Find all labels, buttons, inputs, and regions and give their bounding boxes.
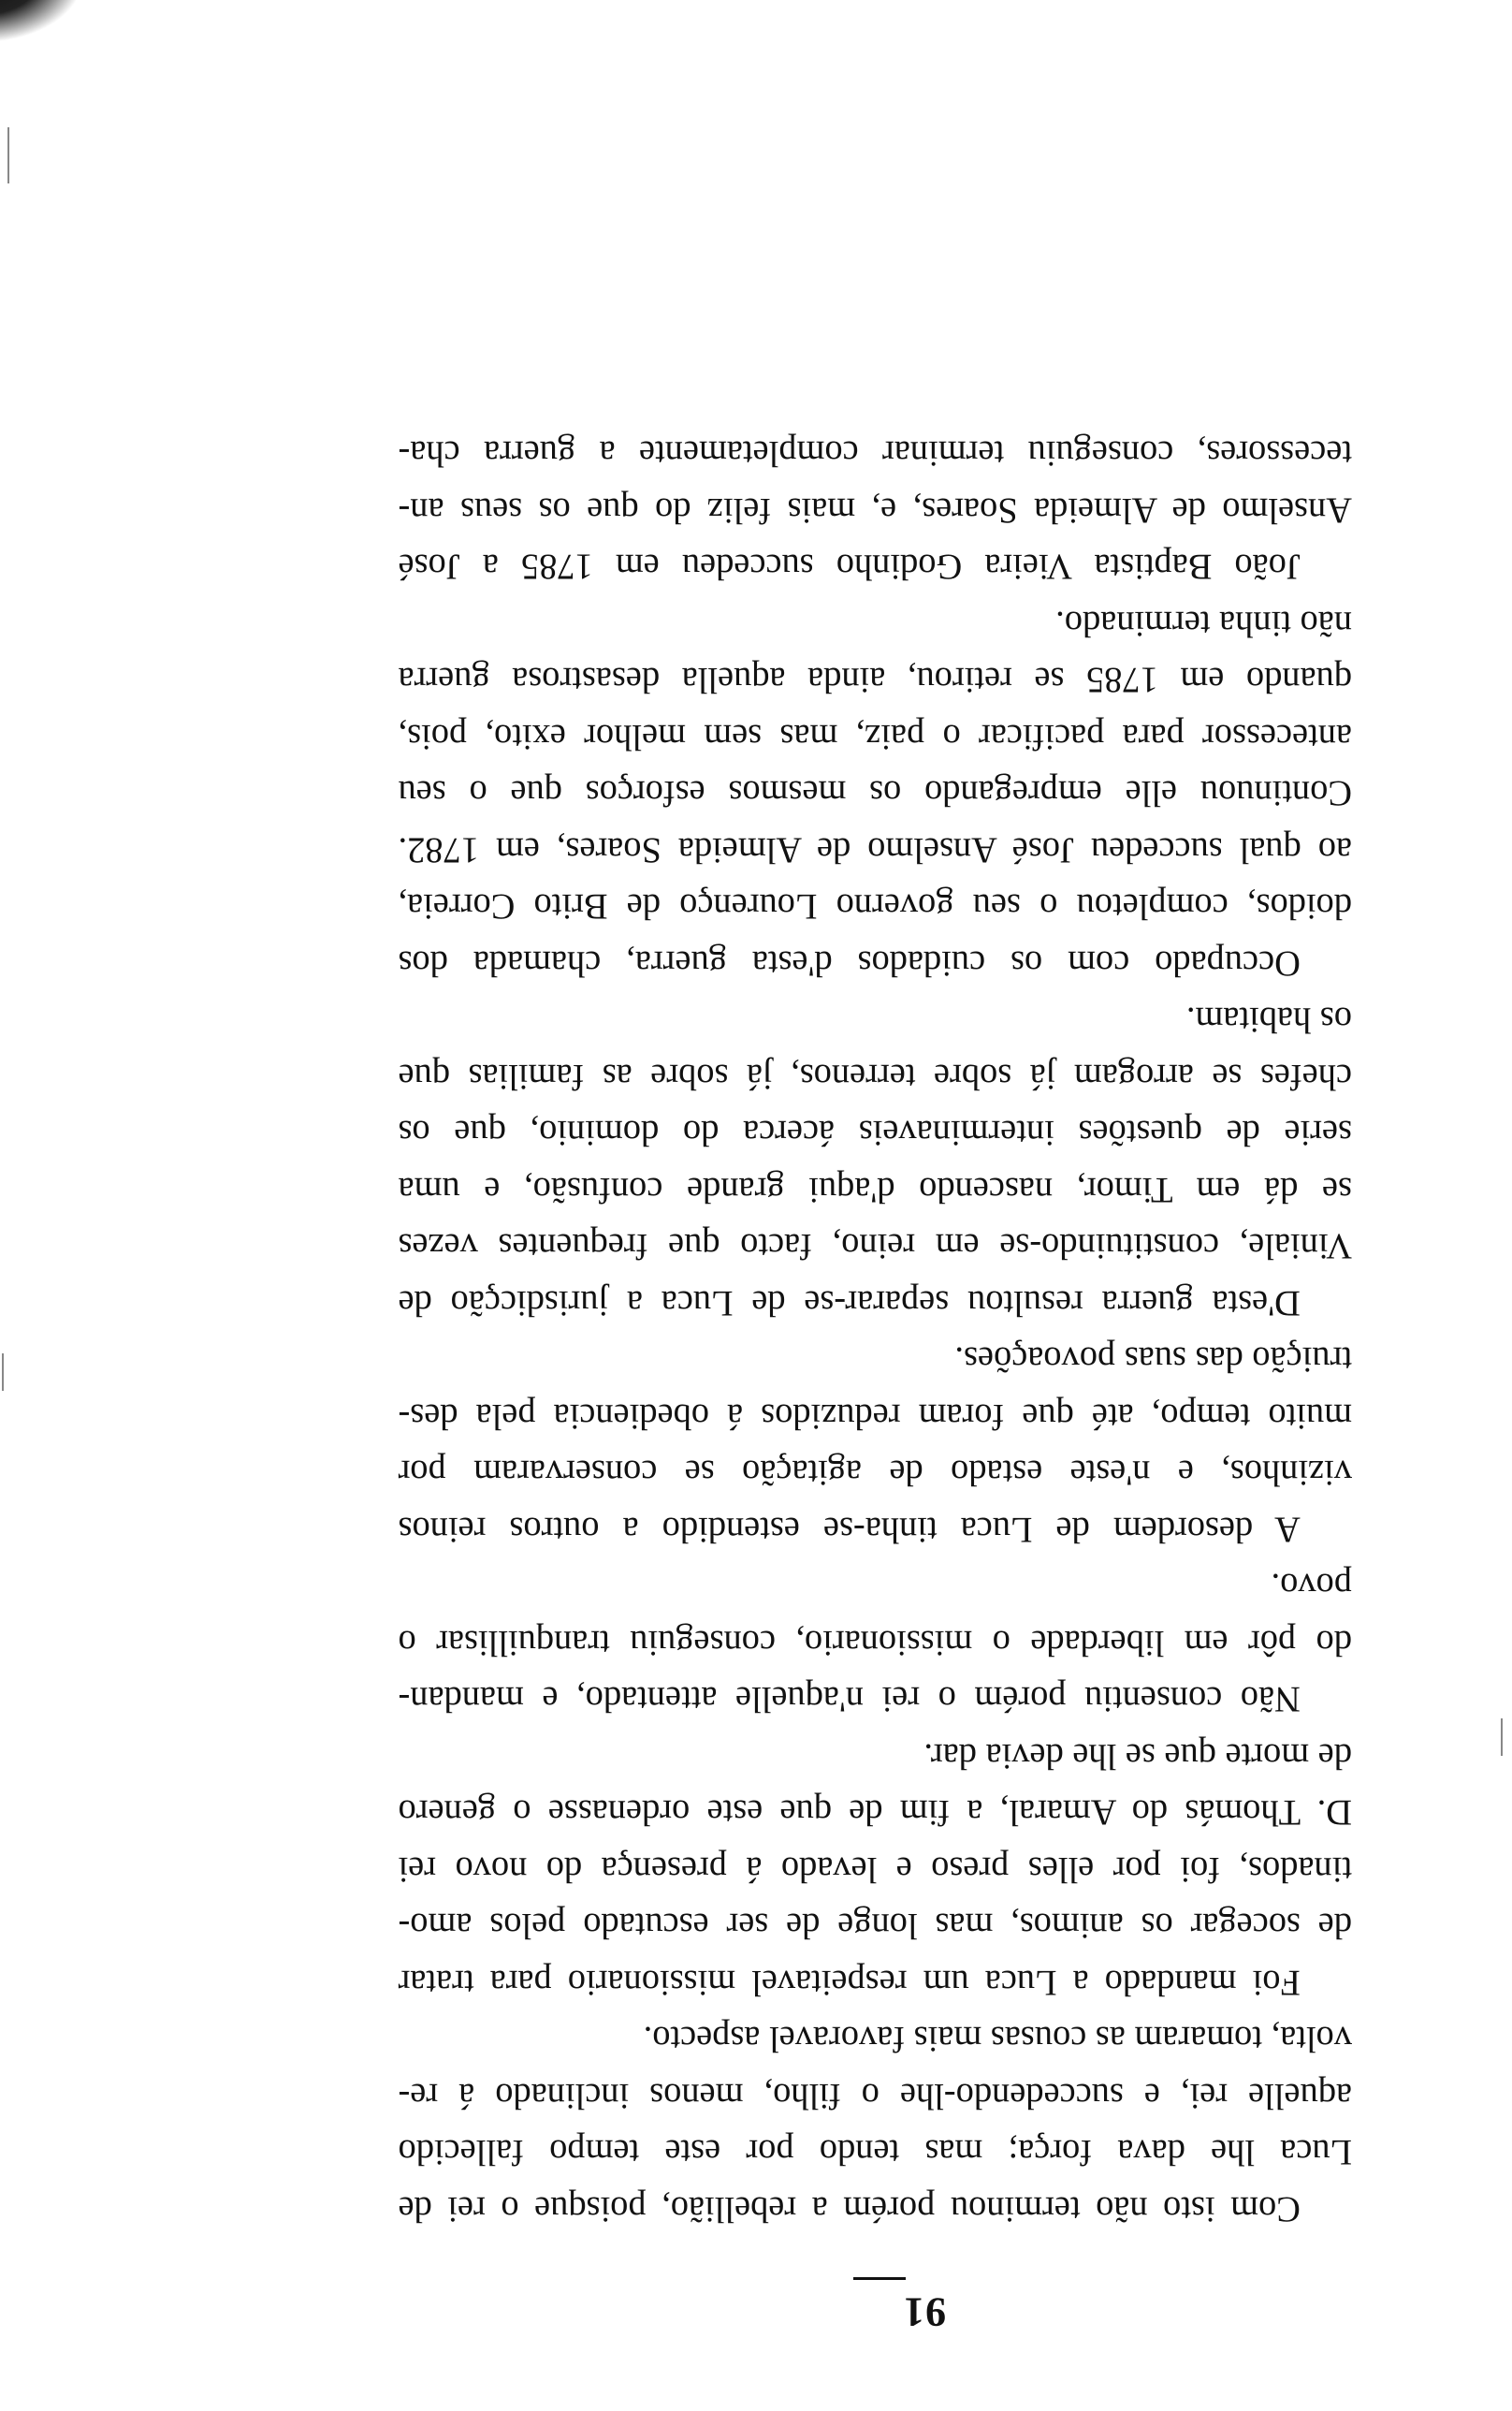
text-line: os habitam. — [1185, 1000, 1352, 1041]
text-line: do pôr em liberdade o missionario, conseguiu tranquillisar o — [398, 1623, 1352, 1663]
page-number: 91 — [903, 2289, 946, 2335]
text-line: Occupado com os cuidados d'esta guerra, chamada dos — [398, 943, 1301, 984]
text-line: doidos, completou o seu governo Lourenço de Brito Correia, — [398, 886, 1352, 928]
text-line: tecessores, conseguiu terminar completamente a guerra cha- — [398, 433, 1352, 475]
text-line: Não consentiu porém o rei n'aquelle attentado, e mandan- — [398, 1679, 1301, 1720]
scan-edge-speck — [2, 1353, 4, 1391]
text-line: aquelle rei, e succedendo-lhe o filho, menos inclinado á re- — [398, 2076, 1352, 2116]
text-line: D'esta guerra resultou separar-se de Luca a jurisdicção de — [398, 1283, 1301, 1323]
text-line: truição das suas povoações. — [954, 1339, 1352, 1381]
text-line: Foi mandado a Luca um respeitavel missionario para tratar — [398, 1963, 1301, 2003]
scan-edge-speck — [1501, 1718, 1503, 1756]
scan-corner-shadow — [0, 0, 84, 43]
text-line: quando em 1785 se retirou, ainda aquella desastrosa guerra — [398, 660, 1352, 701]
text-line: de morte que se lhe devia dar. — [923, 1736, 1352, 1776]
text-line: de socegar os animos, mas longe de ser escutado pelos amo- — [398, 1906, 1352, 1947]
body-text — [399, 425, 1352, 2237]
text-line: D. Thomás do Amaral, a fim de que este ordenasse o genero — [398, 1792, 1352, 1834]
text-line: Anselmo de Almeida Soares, e, mais feliz do que os seus an- — [398, 490, 1352, 531]
page-number-rule — [853, 2277, 906, 2280]
text-line: muito tempo, até que foram reduzidos á obediencia pela des- — [398, 1396, 1352, 1437]
text-line: tinados, foi por elles preso e levado á presença do novo rei — [398, 1849, 1352, 1890]
text-line: povo. — [1271, 1566, 1352, 1607]
text-line: não tinha terminado. — [1055, 604, 1352, 644]
text-line: João Baptista Vieira Godinho succedeu em 1785 a José — [398, 547, 1301, 588]
text-line: Luca lhe dava força; mas tendo por este tempo fallecido — [398, 2132, 1352, 2173]
text-line: vizinhos, e n'este estado de agitação se conservaram por — [398, 1453, 1352, 1494]
text-line: Continuou elle empregando os mesmos esforços que o seu — [398, 773, 1352, 814]
text-line: Com isto não terminou porém a rebellião, poisque o rei de — [398, 2189, 1301, 2229]
text-line: ao qual succedeu José Anselmo de Almeida Soares, em 1782. — [398, 830, 1352, 870]
text-line: serie de questões interminaveis ácerca do dominio, que os — [398, 1113, 1352, 1154]
text-line: antecessor para pacificar o paiz, mas sem melhor exito, pois, — [398, 717, 1352, 757]
text-line: se dá em Timor, nascendo d'aqui grande confusão, e uma — [398, 1170, 1352, 1210]
text-line: Viniale, constituindo-se em reino, facto que frequentes vezes — [398, 1226, 1352, 1267]
scan-edge-speck — [7, 127, 9, 183]
text-line: A desordem de Luca tinha-se estendido a outros reinos — [398, 1510, 1301, 1550]
text-line: chefes se arrogam já sobre terrenos, já sobre as familias que — [398, 1057, 1352, 1097]
text-line: volta, tomaram as cousas mais favoravel aspecto. — [643, 2019, 1352, 2060]
